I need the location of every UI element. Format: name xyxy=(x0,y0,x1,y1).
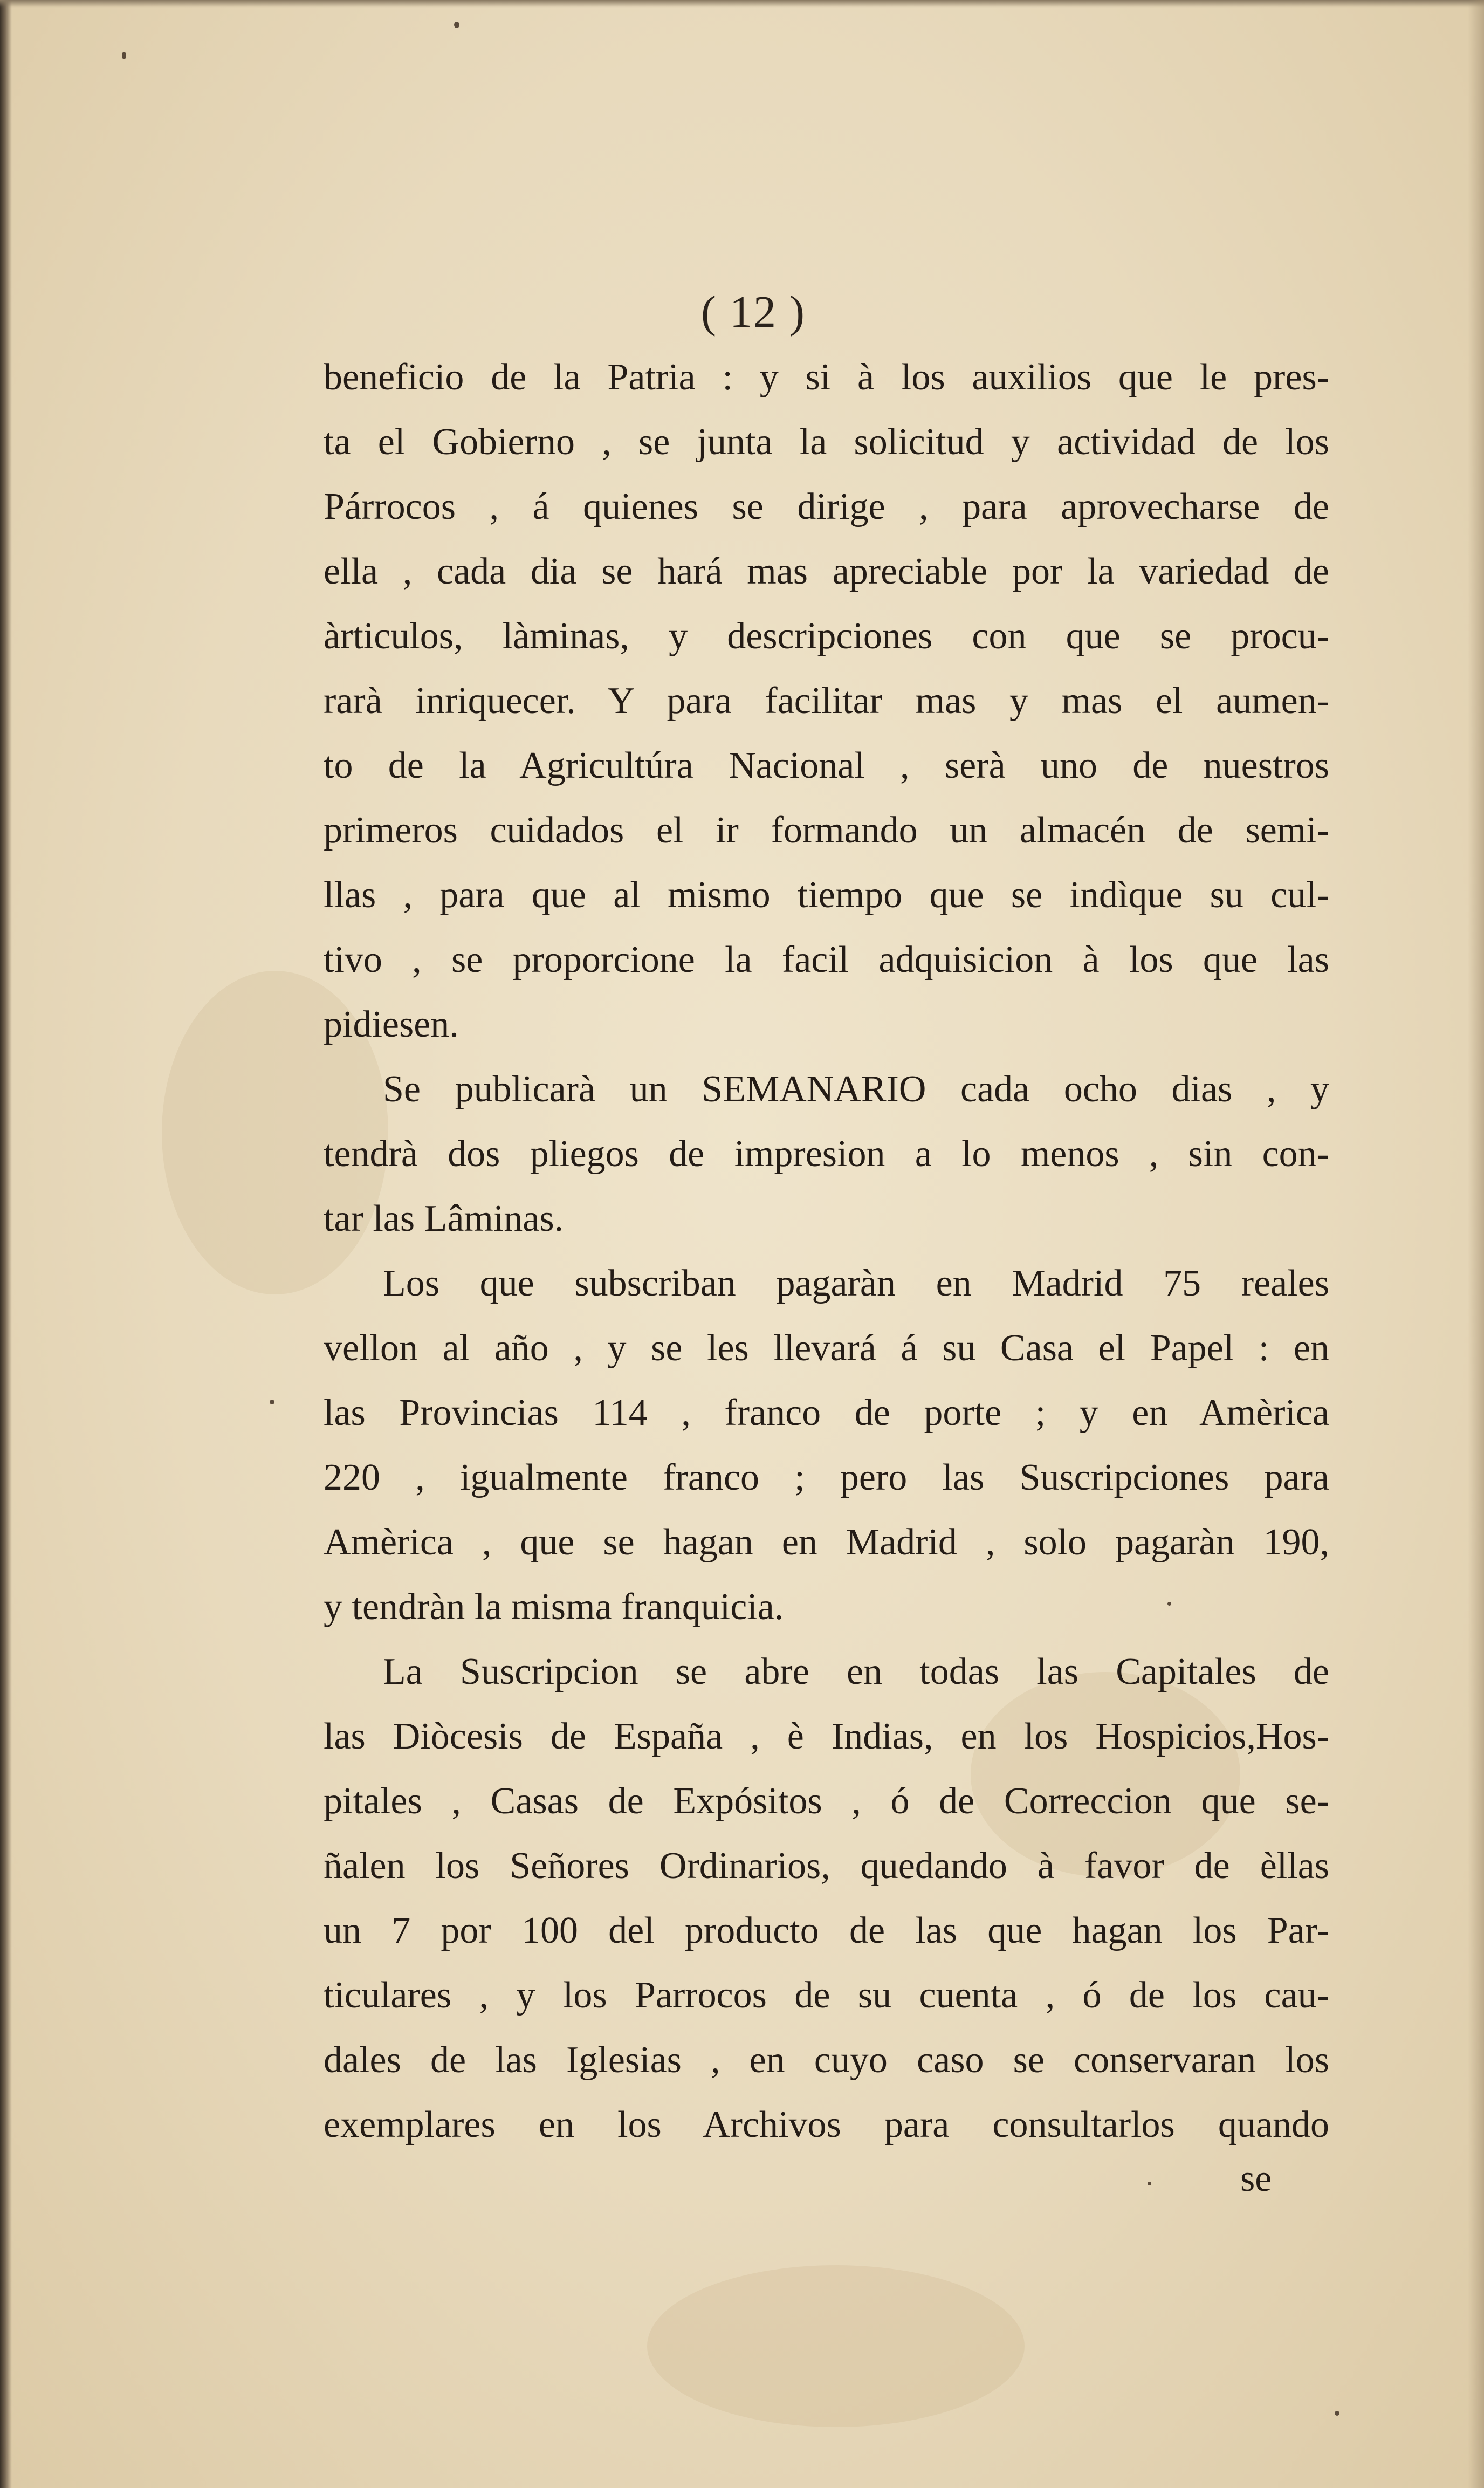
text-line: ella , cada dia se hará mas apreciable por la variedad de xyxy=(324,551,1329,592)
paper-speck xyxy=(1335,2411,1339,2416)
text-line: dales de las Iglesias , en cuyo caso se conservaran los xyxy=(324,2039,1329,2081)
paper-speck xyxy=(454,22,459,28)
text-line: Párrocos , á quienes se dirige , para aprovecharse de xyxy=(324,486,1329,527)
text-line: y tendràn la misma franquicia. xyxy=(324,1586,784,1628)
text-line: ta el Gobierno , se junta la solicitud y actividad de los xyxy=(324,421,1329,463)
text-line: Los que subscriban pagaràn en Madrid 75 reales xyxy=(383,1263,1329,1304)
page-top-edge xyxy=(0,0,1484,8)
text-line: pidiesen. xyxy=(324,1004,459,1045)
text-line: pitales , Casas de Expósitos , ó de Correccion que se- xyxy=(324,1780,1329,1822)
text-line: rarà inriquecer. Y para facilitar mas y mas el aumen- xyxy=(324,680,1329,722)
text-line: llas , para que al mismo tiempo que se indìque su cul- xyxy=(324,874,1329,916)
paragraph xyxy=(324,1251,1329,1640)
text-line: primeros cuidados el ir formando un almacén de semi- xyxy=(324,810,1329,851)
text-line: un 7 por 100 del producto de las que hagan los Par- xyxy=(324,1910,1329,1951)
page-number: ( 12 ) xyxy=(701,287,806,337)
paper-speck xyxy=(1148,2182,1151,2185)
page-left-edge xyxy=(0,0,12,2488)
text-line: tar las Lâminas. xyxy=(324,1198,564,1239)
text-line: las Provincias 114 , franco de porte ; y en Amèrica xyxy=(324,1392,1329,1434)
text-line: ñalen los Señores Ordinarios, quedando à favor de èllas xyxy=(324,1845,1329,1887)
text-line: àrticulos, làminas, y descripciones con que se procu- xyxy=(324,615,1329,657)
text-line: exemplares en los Archivos para consultarlos quando xyxy=(324,2104,1329,2146)
text-line: tivo , se proporcione la facil adquisicion à los que las xyxy=(324,939,1329,981)
text-line: 220 , igualmente franco ; pero las Suscripciones para xyxy=(324,1457,1329,1498)
paragraph xyxy=(324,1057,1329,1251)
paper-speck xyxy=(122,52,126,59)
text-line: Se publicarà un SEMANARIO cada ocho dias , y xyxy=(383,1068,1329,1110)
paper-speck xyxy=(270,1400,274,1404)
body-text xyxy=(324,345,1329,2157)
paper-stain xyxy=(647,2265,1025,2427)
text-line: ticulares , y los Parrocos de su cuenta , ó de los cau- xyxy=(324,1975,1329,2016)
text-line: to de la Agricultúra Nacional , serà uno de nuestros xyxy=(324,745,1329,786)
paragraph xyxy=(324,1640,1329,2157)
catchword: se xyxy=(1240,2158,1272,2199)
text-line: La Suscripcion se abre en todas las Capitales de xyxy=(383,1651,1329,1692)
paragraph xyxy=(324,345,1329,1057)
text-line: las Diòcesis de España , è Indias, en los Hospicios,Hos- xyxy=(324,1716,1329,1757)
text-line: vellon al año , y se les llevará á su Casa el Papel : en xyxy=(324,1327,1329,1369)
text-line: beneficio de la Patria : y si à los auxilios que le pres- xyxy=(324,357,1329,398)
page-right-edge xyxy=(1468,0,1484,2488)
text-line: Amèrica , que se hagan en Madrid , solo pagaràn 190, xyxy=(324,1521,1329,1563)
text-line: tendrà dos pliegos de impresion a lo menos , sin con- xyxy=(324,1133,1329,1175)
